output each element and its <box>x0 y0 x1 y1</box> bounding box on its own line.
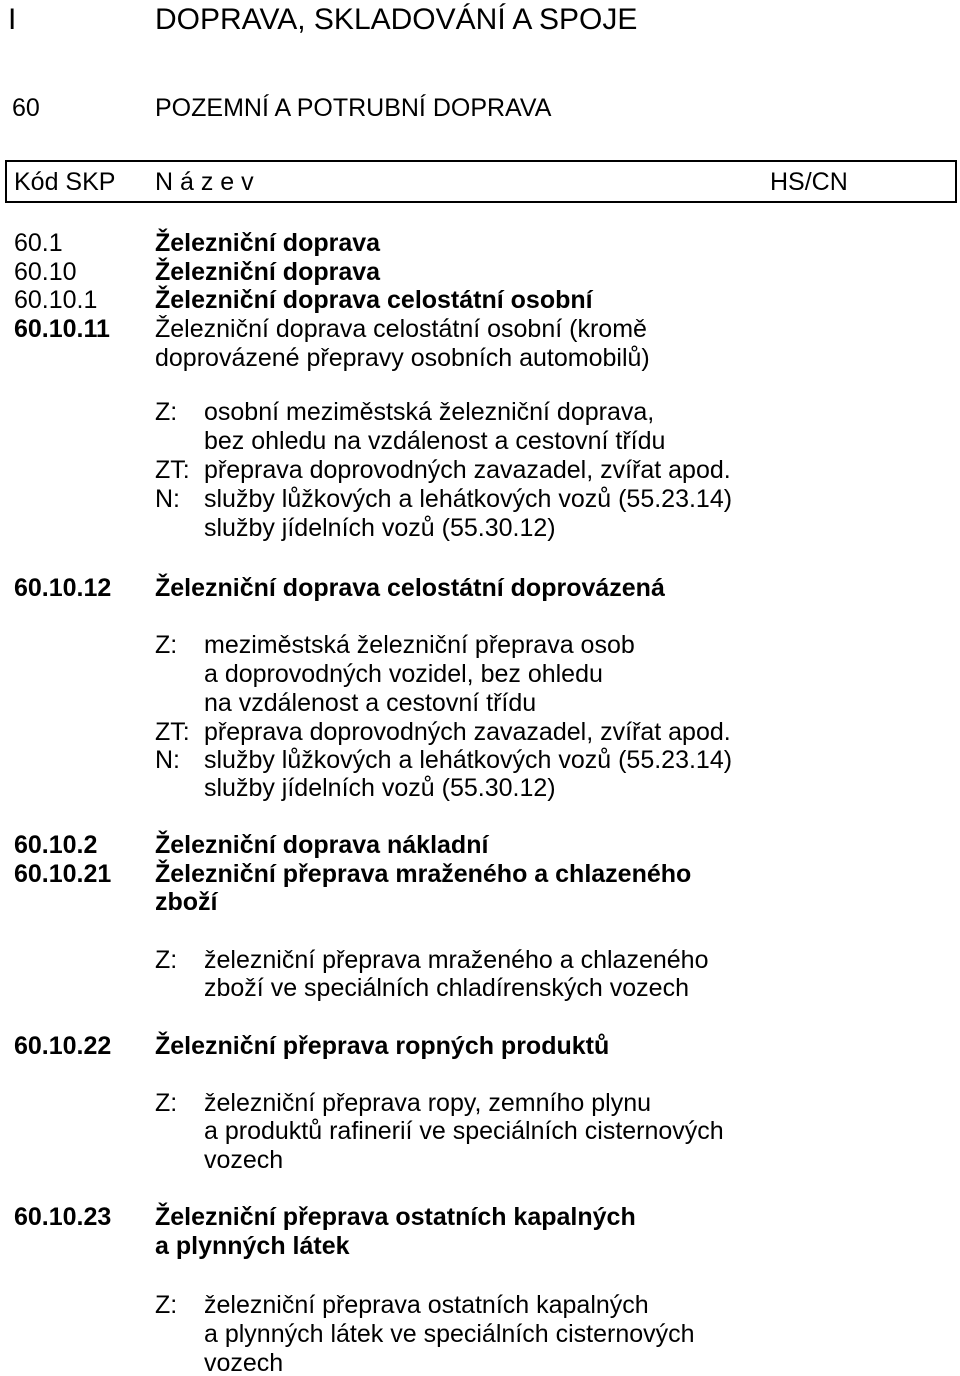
note-label: Z: <box>155 1291 178 1319</box>
entry-code: 60.10.21 <box>14 860 112 888</box>
note-text-line: na vzdálenost a cestovní třídu <box>204 689 537 717</box>
note-label: ZT: <box>155 718 190 746</box>
entry-code: 60.10.1 <box>14 286 98 314</box>
entry-code: 60.10.11 <box>14 315 110 343</box>
note-text-line: vozech <box>204 1349 284 1376</box>
note-text-line: železniční přeprava ropy, zemního plynu <box>204 1089 651 1117</box>
note-label: Z: <box>155 946 178 974</box>
note-text-line: bez ohledu na vzdálenost a cestovní třídu <box>204 427 666 455</box>
entry-code: 60.10.22 <box>14 1032 112 1060</box>
entry-title-line: Železniční doprava celostátní osobní <box>155 286 593 314</box>
note-label: N: <box>155 746 180 774</box>
division-code: 60 <box>12 94 40 122</box>
note-text-line: služby lůžkových a lehátkových vozů (55.23.14) <box>204 485 733 513</box>
note-text-line: služby jídelních vozů (55.30.12) <box>204 514 556 542</box>
note-label: Z: <box>155 1089 178 1117</box>
entry-title-line: Železniční přeprava mraženého a chlazeného <box>155 860 692 888</box>
entry-title-line: Železniční přeprava ropných produktů <box>155 1032 610 1060</box>
entry-title-line: Železniční přeprava ostatních kapalných <box>155 1203 636 1231</box>
header-hscn-label: HS/CN <box>770 168 848 196</box>
entry-title-line: Železniční doprava <box>155 229 381 257</box>
entry-title-line: a plynných látek <box>155 1232 350 1260</box>
note-text-line: a plynných látek ve speciálních cisternových <box>204 1320 695 1348</box>
note-text-line: a produktů rafinerií ve speciálních cisternových <box>204 1117 724 1145</box>
note-text-line: přeprava doprovodných zavazadel, zvířat apod. <box>204 456 731 484</box>
entry-title-line: Železniční doprava nákladní <box>155 831 489 859</box>
note-text-line: přeprava doprovodných zavazadel, zvířat apod. <box>204 718 731 746</box>
note-text-line: služby lůžkových a lehátkových vozů (55.23.14) <box>204 746 733 774</box>
note-text-line: meziměstská železniční přeprava osob <box>204 631 635 659</box>
header-name-label: N á z e v <box>155 168 254 196</box>
note-text-line: železniční přeprava mraženého a chlazeného <box>204 946 709 974</box>
note-text-line: a doprovodných vozidel, bez ohledu <box>204 660 603 688</box>
note-text-line: vozech <box>204 1146 284 1174</box>
entry-title-line: Železniční doprava <box>155 258 381 286</box>
entry-code: 60.1 <box>14 229 63 257</box>
entry-code: 60.10.2 <box>14 831 98 859</box>
entry-title-line: doprovázené přepravy osobních automobilů) <box>155 344 650 372</box>
entry-title-line: Železniční doprava celostátní osobní (kromě <box>155 315 647 343</box>
section-title: DOPRAVA, SKLADOVÁNÍ A SPOJE <box>155 3 638 36</box>
note-text-line: zboží ve speciálních chladírenských vozech <box>204 974 689 1002</box>
note-text-line: osobní meziměstská železniční doprava, <box>204 398 655 426</box>
entry-code: 60.10.23 <box>14 1203 112 1231</box>
entry-title-line: zboží <box>155 888 218 916</box>
header-code-label: Kód SKP <box>14 168 116 196</box>
entry-code: 60.10 <box>14 258 77 286</box>
entry-code: 60.10.12 <box>14 574 112 602</box>
note-label: ZT: <box>155 456 190 484</box>
division-title: POZEMNÍ A POTRUBNÍ DOPRAVA <box>155 94 552 122</box>
entry-title-line: Železniční doprava celostátní doprovázená <box>155 574 665 602</box>
section-code: I <box>8 3 17 36</box>
note-label: N: <box>155 485 180 513</box>
note-text-line: služby jídelních vozů (55.30.12) <box>204 774 556 802</box>
note-label: Z: <box>155 631 178 659</box>
table-header <box>5 160 957 203</box>
note-text-line: železniční přeprava ostatních kapalných <box>204 1291 649 1319</box>
note-label: Z: <box>155 398 178 426</box>
